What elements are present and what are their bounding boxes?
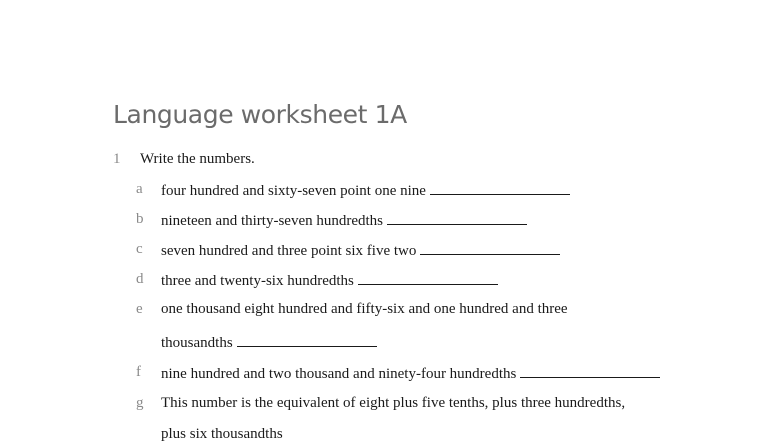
- item-f-text: nine hundred and two thousand and ninety-four hundredths: [161, 366, 517, 382]
- item-e-continued: [161, 332, 377, 352]
- item-letter-a: a: [136, 181, 143, 197]
- question-number: 1: [113, 151, 121, 167]
- item-a-text: four hundred and sixty-seven point one nine: [161, 183, 426, 199]
- item-g-text: This number is the equivalent of eight plus five tenths, plus three hundredths,: [161, 395, 626, 411]
- item-letter-g: g: [136, 395, 144, 411]
- item-letter-e: e: [136, 301, 143, 317]
- item-e-answer-blank[interactable]: [237, 332, 377, 347]
- item-letter-f: f: [136, 364, 141, 380]
- item-d-answer-blank[interactable]: [358, 270, 498, 285]
- item-c: [161, 240, 560, 260]
- item-c-answer-blank[interactable]: [420, 240, 560, 255]
- item-b-answer-blank[interactable]: [387, 210, 527, 225]
- question-instruction: Write the numbers.: [140, 151, 255, 167]
- item-letter-b: b: [136, 211, 144, 227]
- item-letter-d: d: [136, 271, 144, 287]
- item-f-answer-blank[interactable]: [520, 363, 660, 378]
- item-letter-c: c: [136, 241, 143, 257]
- item-g-text-continued: plus six thousandths: [161, 426, 283, 441]
- item-c-text: seven hundred and three point six five two: [161, 243, 417, 259]
- item-e-text: one thousand eight hundred and fifty-six and one hundred and three: [161, 301, 568, 317]
- item-b-text: nineteen and thirty-seven hundredths: [161, 213, 384, 229]
- item-f: [161, 363, 660, 383]
- item-d: [161, 270, 498, 290]
- item-a-answer-blank[interactable]: [430, 180, 570, 195]
- item-b: [161, 210, 527, 230]
- item-d-text: three and twenty-six hundredths: [161, 273, 354, 289]
- item-e-text-continued: thousandths: [161, 335, 233, 351]
- item-a: [161, 180, 570, 200]
- worksheet-title: Language worksheet 1A: [113, 100, 407, 129]
